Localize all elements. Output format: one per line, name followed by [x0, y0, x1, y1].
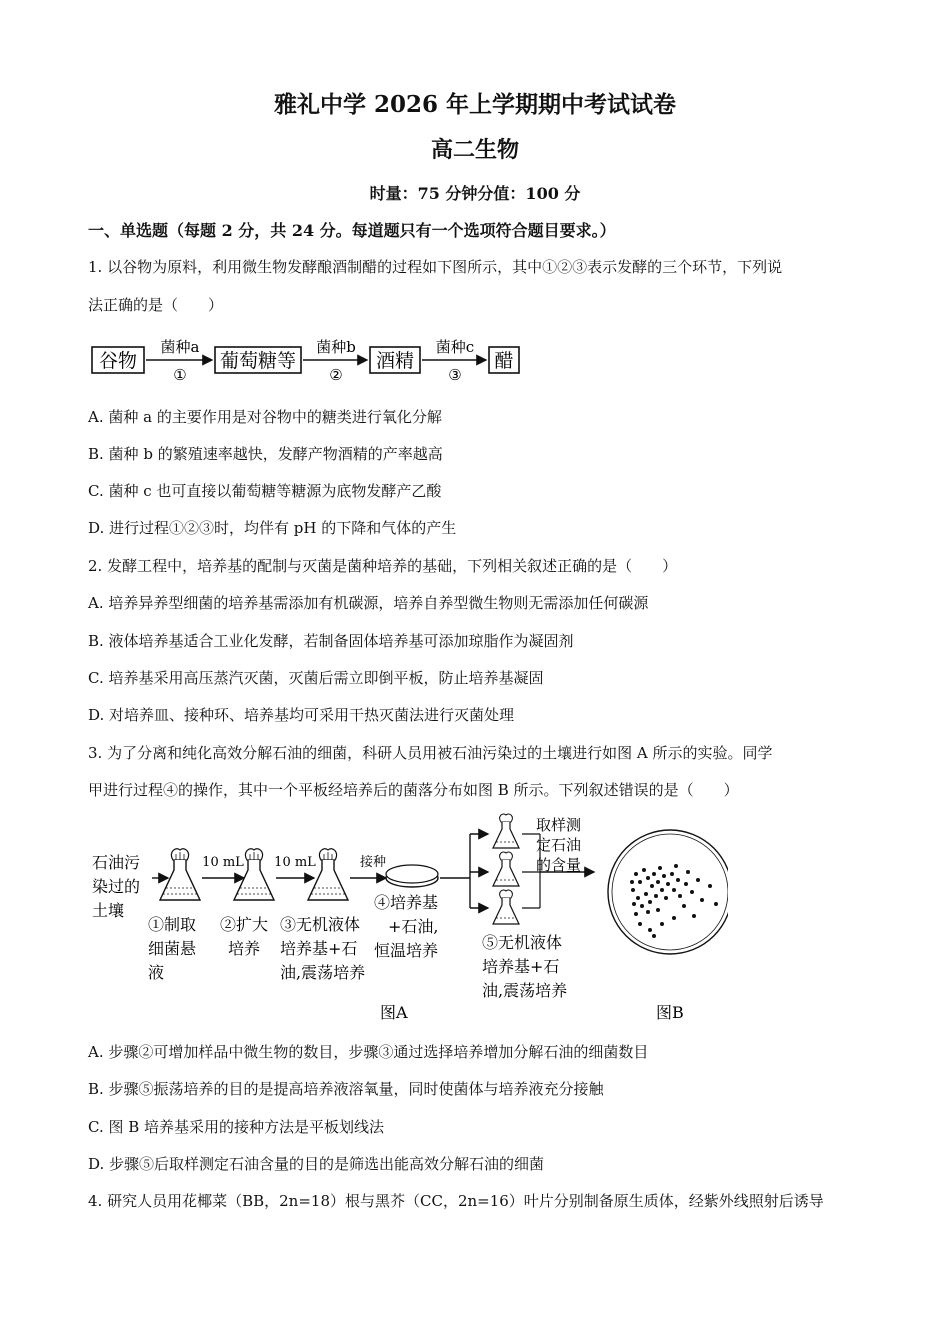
q1-option-a: A. 菌种 a 的主要作用是对谷物中的糖类进行氧化分解 — [88, 408, 442, 426]
question-3-text-cont: 甲进行过程④的操作，其中一个平板经培养后的菌落分布如图 B 所示。下列叙述错误的是（ ） — [88, 781, 739, 799]
figure-label: 石油污 — [92, 853, 141, 872]
q2-option-d: D. 对培养皿、接种环、培养基均可采用干热灭菌法进行灭菌处理 — [88, 706, 515, 724]
fermentation-flow-diagram — [88, 330, 528, 386]
q2-option-a: A. 培养异养型细菌的培养基需添加有机碳源，培养自养型微生物则无需添加任何碳源 — [88, 594, 649, 612]
figure-caption-a: 图A — [380, 1003, 408, 1022]
q1-option-b: B. 菌种 b 的繁殖速率越快，发酵产物酒精的产率越高 — [88, 445, 443, 463]
flow-box-label: 酒精 — [375, 350, 415, 372]
figure-label: 土壤 — [92, 901, 125, 920]
figure-label: 取样测 — [536, 816, 582, 834]
exam-subject: 高二生物 — [430, 137, 519, 163]
flow-strain-label: 菌种c — [435, 338, 475, 356]
q1-option-d: D. 进行过程①②③时，均伴有 pH 的下降和气体的产生 — [88, 519, 457, 537]
exam-title: 雅礼中学 2026 年上学期期中考试试卷 — [273, 91, 677, 118]
figure-label: ⑤无机液体 — [482, 933, 563, 952]
petroleum-bacteria-figure — [88, 812, 728, 1030]
flask-icon — [160, 849, 200, 900]
figure-label: 的含量 — [536, 856, 582, 874]
flask-icon — [493, 814, 519, 848]
figure-label: 恒温培养 — [374, 941, 439, 960]
figure-label: ③无机液体 — [280, 915, 361, 934]
flow-strain-label: 菌种b — [316, 338, 356, 356]
section-heading: 一、单选题（每题 2 分，共 24 分。每道题只有一个选项符合题目要求。） — [88, 221, 616, 240]
figure-label: 细菌悬 — [148, 939, 197, 958]
q3-option-a: A. 步骤②可增加样品中微生物的数目，步骤③通过选择培养增加分解石油的细菌数目 — [88, 1043, 649, 1061]
flow-strain-label: 菌种a — [160, 338, 200, 356]
figure-label: 培养基+石 — [280, 939, 358, 958]
q3-option-c: C. 图 B 培养基采用的接种方法是平板划线法 — [88, 1118, 385, 1136]
q3-option-b: B. 步骤⑤振荡培养的目的是提高培养液溶氧量，同时使菌体与培养液充分接触 — [88, 1080, 604, 1098]
figure-label: 油,震荡培养 — [482, 981, 568, 1000]
figure-label: ①制取 — [148, 915, 197, 934]
question-4-text: 4. 研究人员用花椰菜（BB，2n=18）根与黑芥（CC，2n=16）叶片分别制备原生质体，经紫外线照射后诱导 — [88, 1192, 824, 1210]
figure-label: 接种 — [360, 855, 387, 870]
flow-step-label: ② — [329, 366, 343, 384]
flask-icon — [493, 890, 519, 924]
q3-option-d: D. 步骤⑤后取样测定石油含量的目的是筛选出能高效分解石油的细菌 — [88, 1155, 545, 1173]
figure-label: 10 mL — [274, 855, 316, 870]
figure-label: 定石油 — [536, 836, 582, 854]
figure-caption-b: 图B — [656, 1003, 684, 1022]
flow-box-label: 葡萄糖等 — [219, 350, 297, 372]
figure-label: 染过的 — [92, 877, 141, 896]
question-2-text: 2. 发酵工程中，培养基的配制与灭菌是菌种培养的基础，下列相关叙述正确的是（ ） — [88, 557, 678, 575]
flow-step-label: ① — [173, 366, 187, 384]
figure-label: 液 — [148, 963, 165, 982]
flow-box-label: 谷物 — [98, 350, 138, 372]
q1-option-c: C. 菌种 c 也可直接以葡萄糖等糖源为底物发酵产乙酸 — [88, 482, 442, 500]
q2-option-b: B. 液体培养基适合工业化发酵，若制备固体培养基可添加琼脂作为凝固剂 — [88, 632, 574, 650]
colony-plate-icon — [608, 830, 728, 954]
figure-label: 培养基+石 — [482, 957, 560, 976]
figure-label: +石油, — [388, 917, 439, 936]
question-3-text: 3. 为了分离和纯化高效分解石油的细菌，科研人员用被石油污染过的土壤进行如图 A 所示的实验。同学 — [88, 744, 773, 762]
q2-option-c: C. 培养基采用高压蒸汽灭菌，灭菌后需立即倒平板，防止培养基凝固 — [88, 669, 544, 687]
figure-label: 10 mL — [202, 855, 244, 870]
flow-step-label: ③ — [448, 366, 462, 384]
flow-box-label: 醋 — [494, 350, 514, 372]
flask-icon — [493, 852, 519, 886]
question-1-text-cont: 法正确的是（ ） — [88, 296, 224, 314]
question-1-text: 1. 以谷物为原料，利用微生物发酵酿酒制醋的过程如下图所示，其中①②③表示发酵的三个环节，下列说 — [88, 258, 783, 276]
figure-label: 培养 — [228, 939, 261, 958]
figure-label: ④培养基 — [374, 893, 439, 912]
figure-label: ②扩大 — [220, 915, 269, 934]
exam-meta: 时量：75 分钟分值：100 分 — [369, 184, 581, 203]
figure-label: 油,震荡培养 — [280, 963, 366, 982]
